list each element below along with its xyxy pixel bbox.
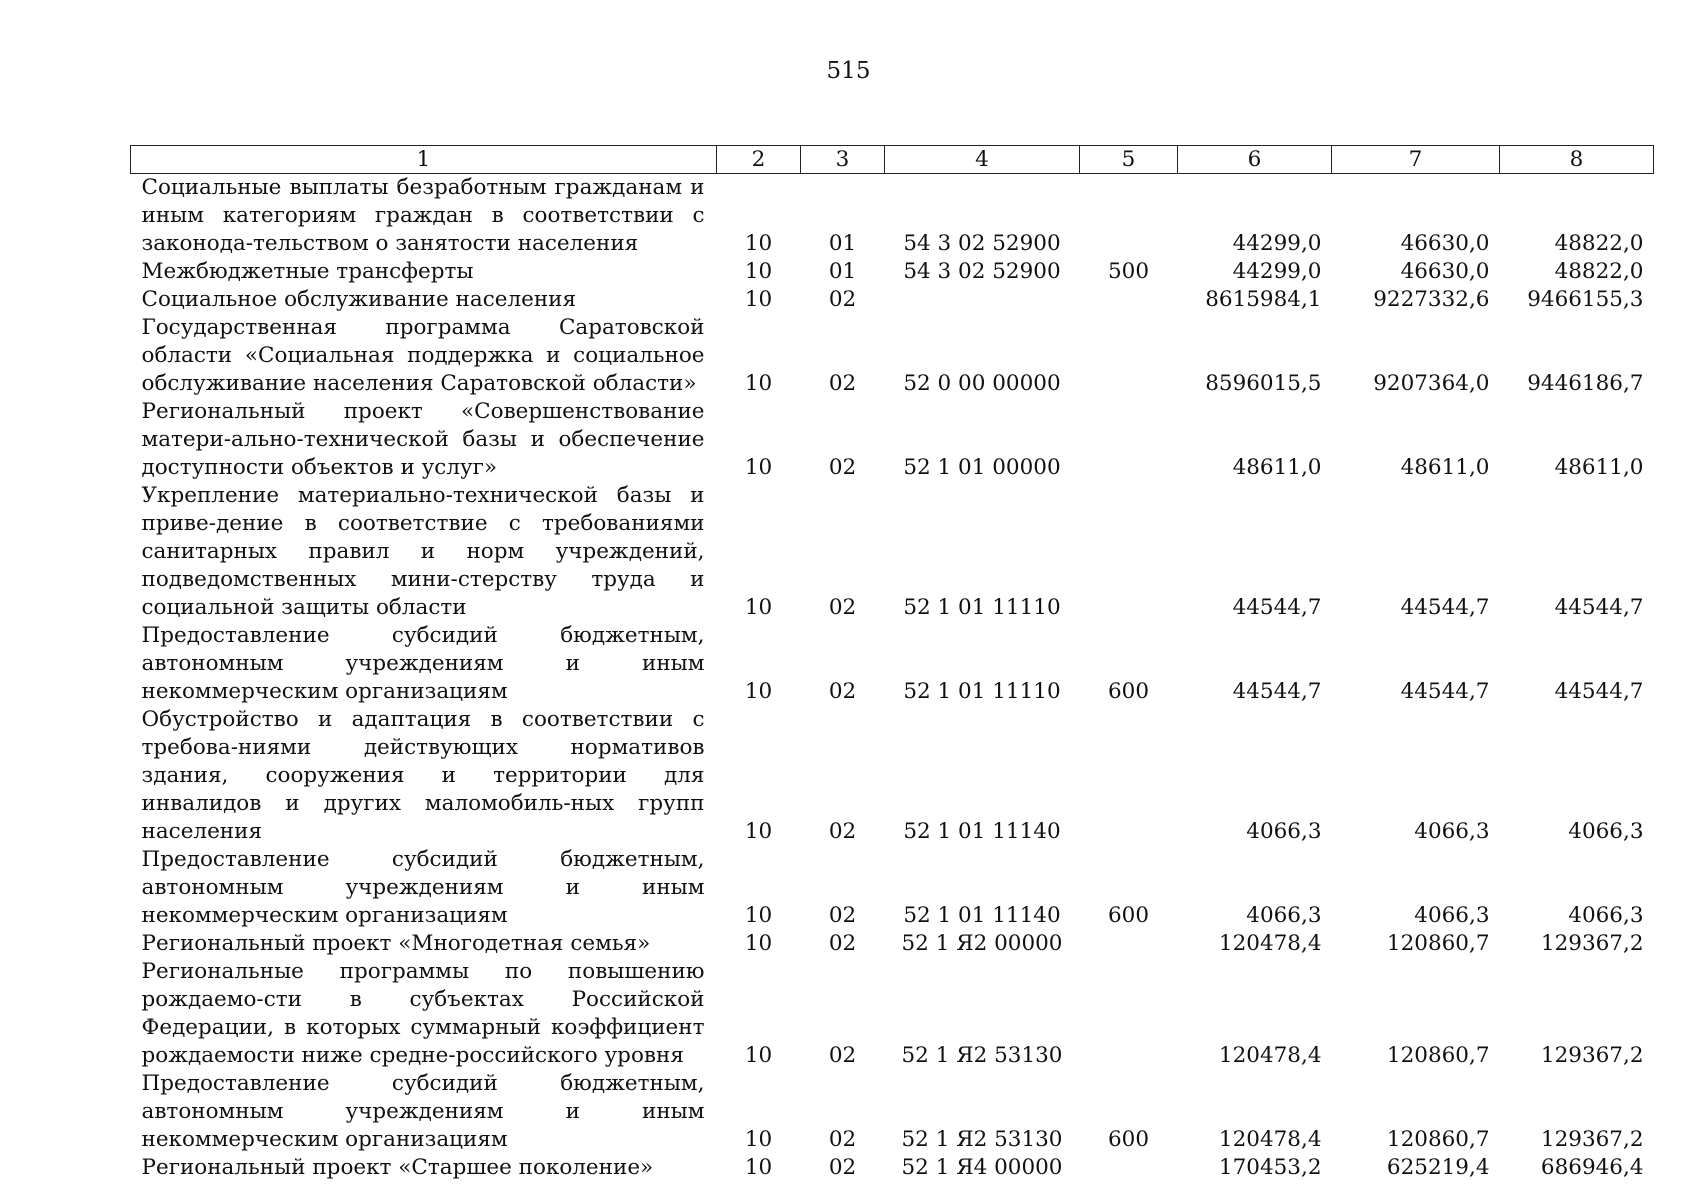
amount-col8-cell: 4066,3	[1568, 903, 1644, 928]
amount-col6-cell: 44544,7	[1232, 595, 1322, 620]
table-row	[131, 622, 1654, 706]
section-code-cell: 10	[744, 259, 773, 284]
section-code-cell: 10	[744, 819, 773, 844]
page-number: 515	[826, 58, 871, 84]
subsection-code-cell: 02	[828, 371, 857, 396]
amount-col6-cell: 8596015,5	[1205, 371, 1322, 396]
table-header	[131, 146, 1654, 174]
subsection-code-cell: 02	[828, 679, 857, 704]
column-header-1: 1	[131, 146, 717, 174]
target-article-cell: 52 1 01 11110	[903, 595, 1061, 620]
expense-type-cell	[1080, 1154, 1178, 1182]
table-row	[131, 314, 1654, 398]
subsection-code-cell: 01	[828, 259, 857, 284]
expense-type-cell	[1080, 314, 1178, 398]
amount-col6-cell: 44544,7	[1232, 679, 1322, 704]
table-row	[131, 174, 1654, 259]
amount-col8-cell: 48822,0	[1554, 259, 1644, 284]
section-code-cell: 10	[744, 371, 773, 396]
amount-col8-cell: 9466155,3	[1527, 287, 1644, 312]
amount-col7-cell: 120860,7	[1386, 931, 1490, 956]
table-row	[131, 482, 1654, 622]
amount-col7-cell: 9227332,6	[1373, 287, 1490, 312]
amount-col8-cell: 4066,3	[1568, 819, 1644, 844]
row-name-cell: Социальное обслуживание населения	[141, 287, 577, 312]
amount-col6-cell: 48611,0	[1232, 455, 1322, 480]
subsection-code-cell: 02	[828, 287, 857, 312]
subsection-code-cell: 02	[828, 1127, 857, 1152]
amount-col6-cell: 44299,0	[1232, 231, 1322, 256]
column-header-8: 8	[1500, 146, 1654, 174]
amount-col7-cell: 46630,0	[1400, 231, 1490, 256]
section-code-cell: 10	[744, 595, 773, 620]
subsection-code-cell: 02	[828, 595, 857, 620]
table-row	[131, 930, 1654, 958]
amount-col8-cell: 48822,0	[1554, 231, 1644, 256]
amount-col6-cell: 120478,4	[1218, 931, 1322, 956]
target-article-cell	[885, 286, 1080, 314]
table-row	[131, 286, 1654, 314]
amount-col7-cell: 48611,0	[1400, 455, 1490, 480]
amount-col8-cell: 686946,4	[1540, 1155, 1644, 1180]
amount-col6-cell: 4066,3	[1246, 819, 1322, 844]
expense-type-cell	[1080, 174, 1178, 259]
amount-col6-cell: 4066,3	[1246, 903, 1322, 928]
expense-type-cell: 500	[1107, 259, 1150, 284]
subsection-code-cell: 01	[828, 231, 857, 256]
section-code-cell: 10	[744, 931, 773, 956]
column-header-3: 3	[801, 146, 885, 174]
target-article-cell: 52 1 Я2 00000	[901, 931, 1063, 956]
expense-type-cell	[1080, 958, 1178, 1070]
section-code-cell: 10	[744, 1127, 773, 1152]
column-header-5: 5	[1080, 146, 1178, 174]
target-article-cell: 54 3 02 52900	[903, 231, 1061, 256]
target-article-cell: 52 1 Я4 00000	[901, 1155, 1063, 1180]
expense-type-cell	[1080, 930, 1178, 958]
header-row	[131, 146, 1654, 174]
column-header-7: 7	[1332, 146, 1500, 174]
row-name-cell: Предоставление субсидий бюджетным, автономным учреждениям и иным некоммерческим организациям	[141, 847, 705, 928]
row-name-cell: Укрепление материально-технической базы и приве-дение в соответствие с требованиями санитарных правил и норм учреждений, подведомственных мини-стерству труда и социальной защиты области	[141, 483, 705, 620]
amount-col7-cell: 46630,0	[1400, 259, 1490, 284]
subsection-code-cell: 02	[828, 903, 857, 928]
amount-col8-cell: 44544,7	[1554, 595, 1644, 620]
expense-type-cell	[1080, 398, 1178, 482]
table-body	[131, 174, 1654, 1183]
row-name-cell: Межбюджетные трансферты	[141, 259, 474, 284]
row-name-cell: Социальные выплаты безработным гражданам и иным категориям граждан в соответствии с законода-тельством о занятости населения	[141, 175, 705, 256]
table-row	[131, 1070, 1654, 1154]
row-name-cell: Обустройство и адаптация в соответствии с требова-ниями действующих нормативов здания, сооружения и территории для инвалидов и других маломобиль-ных групп населения	[141, 707, 705, 844]
subsection-code-cell: 02	[828, 819, 857, 844]
target-article-cell: 52 1 Я2 53130	[901, 1043, 1063, 1068]
amount-col7-cell: 44544,7	[1400, 595, 1490, 620]
expense-type-cell	[1080, 706, 1178, 846]
target-article-cell: 52 0 00 00000	[903, 371, 1061, 396]
table-row	[131, 846, 1654, 930]
expense-type-cell: 600	[1107, 679, 1150, 704]
row-name-cell: Региональный проект «Старшее поколение»	[141, 1155, 654, 1180]
row-name-cell: Региональные программы по повышению рождаемо-сти в субъектах Российской Федерации, в которых суммарный коэффициент рождаемости ниже средне-российского уровня	[141, 959, 705, 1068]
amount-col7-cell: 120860,7	[1386, 1127, 1490, 1152]
expense-type-cell	[1080, 286, 1178, 314]
amount-col7-cell: 625219,4	[1386, 1155, 1490, 1180]
amount-col7-cell: 4066,3	[1414, 819, 1490, 844]
target-article-cell: 54 3 02 52900	[903, 259, 1061, 284]
subsection-code-cell: 02	[828, 1155, 857, 1180]
column-header-2: 2	[717, 146, 801, 174]
row-name-cell: Региональный проект «Многодетная семья»	[141, 931, 651, 956]
subsection-code-cell: 02	[828, 1043, 857, 1068]
target-article-cell: 52 1 01 11140	[903, 903, 1061, 928]
table-row	[131, 398, 1654, 482]
subsection-code-cell: 02	[828, 931, 857, 956]
amount-col7-cell: 44544,7	[1400, 679, 1490, 704]
amount-col6-cell: 170453,2	[1218, 1155, 1322, 1180]
amount-col6-cell: 8615984,1	[1205, 287, 1322, 312]
section-code-cell: 10	[744, 455, 773, 480]
amount-col6-cell: 120478,4	[1218, 1043, 1322, 1068]
amount-col8-cell: 44544,7	[1554, 679, 1644, 704]
amount-col7-cell: 9207364,0	[1373, 371, 1490, 396]
amount-col8-cell: 129367,2	[1540, 1127, 1644, 1152]
amount-col7-cell: 4066,3	[1414, 903, 1490, 928]
section-code-cell: 10	[744, 1155, 773, 1180]
expense-type-cell: 600	[1107, 1127, 1150, 1152]
row-name-cell: Государственная программа Саратовской области «Социальная поддержка и социальное обслуживание населения Саратовской области»	[141, 315, 705, 396]
target-article-cell: 52 1 01 00000	[903, 455, 1061, 480]
row-name-cell: Предоставление субсидий бюджетным, автономным учреждениям и иным некоммерческим организациям	[141, 1071, 705, 1152]
amount-col6-cell: 44299,0	[1232, 259, 1322, 284]
subsection-code-cell: 02	[828, 455, 857, 480]
section-code-cell: 10	[744, 287, 773, 312]
table-row	[131, 258, 1654, 286]
section-code-cell: 10	[744, 903, 773, 928]
column-header-4: 4	[885, 146, 1080, 174]
target-article-cell: 52 1 Я2 53130	[901, 1127, 1063, 1152]
expense-type-cell: 600	[1107, 903, 1150, 928]
table-row	[131, 706, 1654, 846]
row-name-cell: Региональный проект «Совершенствование матери-ально-технической базы и обеспечение доступности объектов и услуг»	[141, 399, 705, 480]
section-code-cell: 10	[744, 1043, 773, 1068]
amount-col8-cell: 48611,0	[1554, 455, 1644, 480]
budget-table	[130, 145, 1654, 1182]
amount-col6-cell: 120478,4	[1218, 1127, 1322, 1152]
amount-col8-cell: 129367,2	[1540, 1043, 1644, 1068]
target-article-cell: 52 1 01 11110	[903, 679, 1061, 704]
target-article-cell: 52 1 01 11140	[903, 819, 1061, 844]
table-row	[131, 958, 1654, 1070]
column-header-6: 6	[1178, 146, 1332, 174]
table-row	[131, 1154, 1654, 1182]
amount-col8-cell: 129367,2	[1540, 931, 1644, 956]
amount-col8-cell: 9446186,7	[1527, 371, 1644, 396]
amount-col7-cell: 120860,7	[1386, 1043, 1490, 1068]
section-code-cell: 10	[744, 231, 773, 256]
section-code-cell: 10	[744, 679, 773, 704]
expense-type-cell	[1080, 482, 1178, 622]
row-name-cell: Предоставление субсидий бюджетным, автономным учреждениям и иным некоммерческим организациям	[141, 623, 705, 704]
